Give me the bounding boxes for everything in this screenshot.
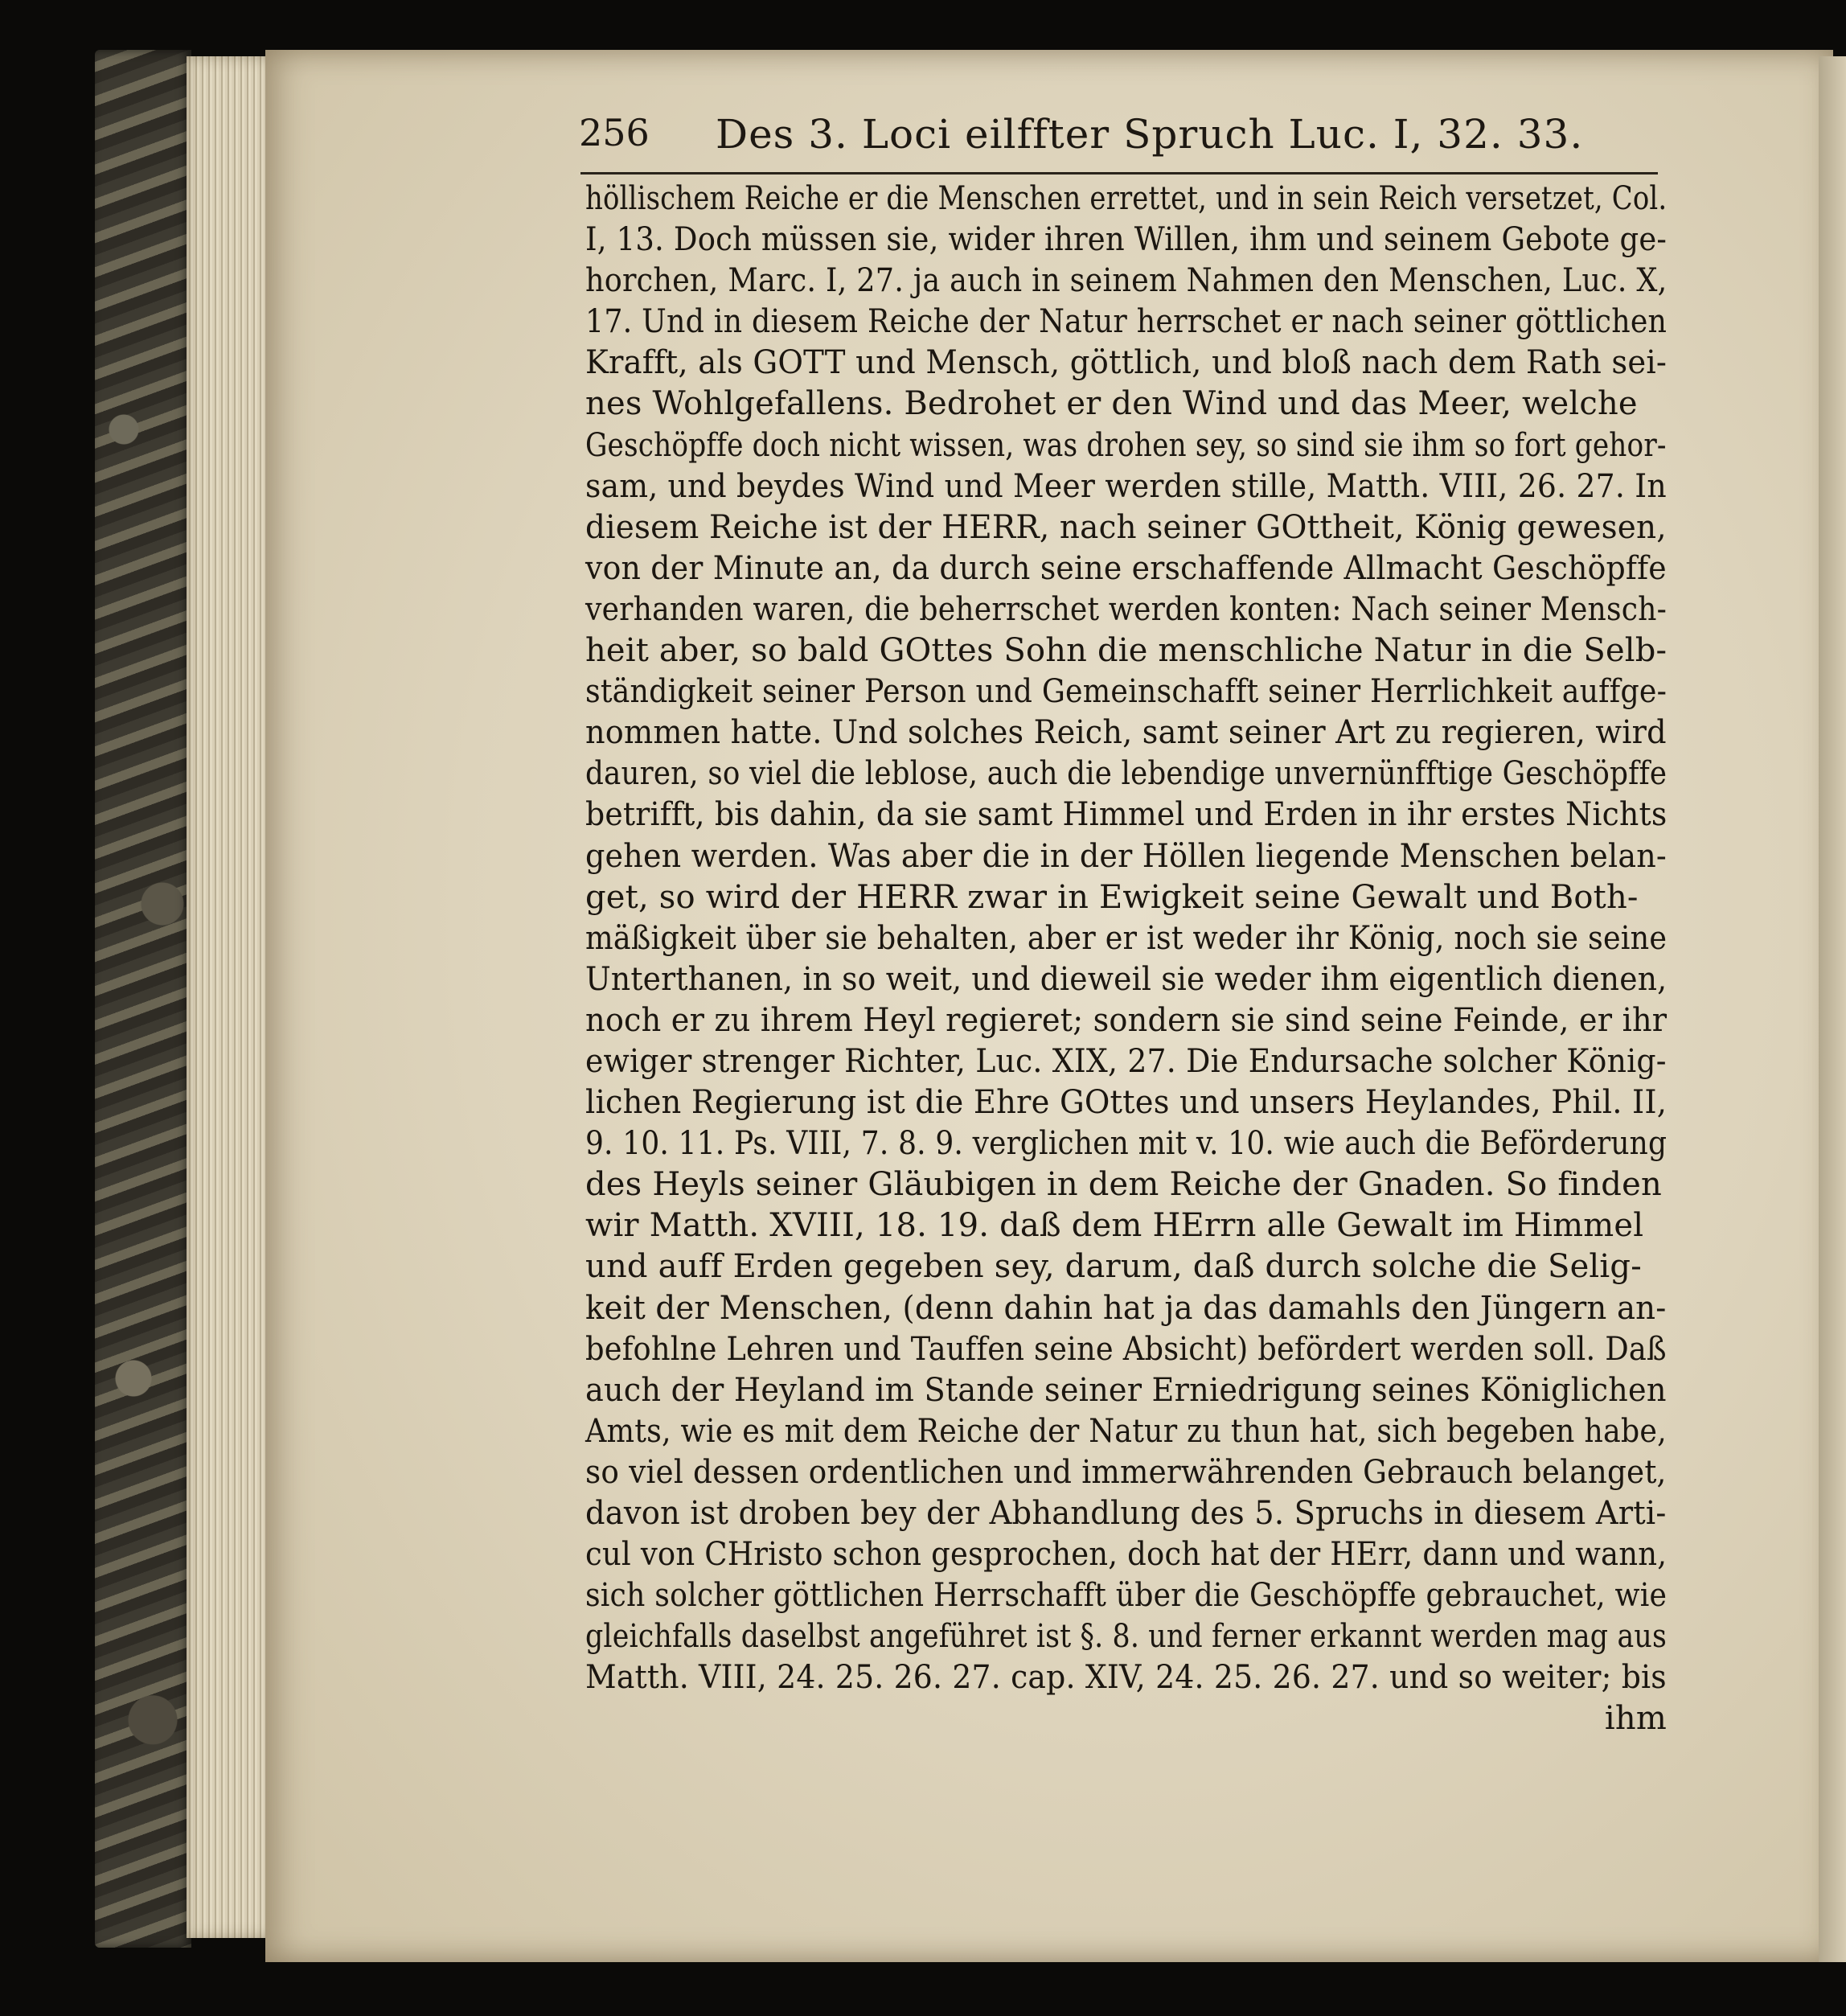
next-page-edge [1819, 56, 1846, 1962]
text-line: auch der Heyland im Stande seiner Erniedrigung seines Königlichen [585, 1371, 1667, 1409]
text-line: nommen hatte. Und solches Reich, samt seiner Art zu regieren, wird [585, 714, 1667, 752]
text-line: befohlne Lehren und Tauffen seine Absicht) befördert werden soll. Daß [585, 1330, 1667, 1368]
text-line: mäßigkeit über sie behalten, aber er ist weder ihr König, noch sie seine [585, 919, 1668, 957]
text-line: nes Wohlgefallens. Bedrohet er den Wind und das Meer, welche [585, 385, 1638, 423]
text-line: get, so wird der HERR zwar in Ewigkeit seine Gewalt und Both- [585, 878, 1639, 916]
page-number: 256 [579, 111, 650, 154]
page-header [579, 111, 1656, 159]
text-line: höllischem Reiche er die Menschen errettet, und in sein Reich versetzet, Col. [585, 180, 1668, 217]
body-text [585, 179, 1667, 1740]
text-line: heit aber, so bald GOttes Sohn die menschliche Natur in die Selb- [585, 632, 1668, 670]
catchword: ihm [1604, 1700, 1667, 1738]
text-line: so viel dessen ordentlichen und immerwährenden Gebrauch belanget, [585, 1453, 1667, 1491]
running-head: Des 3. Loci eilffter Spruch Luc. I, 32. 33. [716, 111, 1584, 158]
text-line: keit der Menschen, (denn dahin hat ja das damahls den Jüngern an- [585, 1289, 1667, 1327]
text-line: ständigkeit seiner Person und Gemeinschafft seiner Herrlichkeit auffge- [585, 673, 1668, 711]
text-line: I, 13. Doch müssen sie, wider ihren Willen, ihm und seinem Gebote ge- [585, 221, 1668, 259]
marbled-cover [95, 50, 191, 1948]
text-line: diesem Reiche ist der HERR, nach seiner GOttheit, König gewesen, [585, 508, 1667, 546]
text-line: sam, und beydes Wind und Meer werden stille, Matth. VIII, 26. 27. In [585, 467, 1667, 505]
text-line: Matth. VIII, 24. 25. 26. 27. cap. XIV, 24. 25. 26. 27. und so weiter; bis [585, 1659, 1667, 1697]
text-line: 9. 10. 11. Ps. VIII, 7. 8. 9. verglichen mit v. 10. wie auch die Beförderung [585, 1125, 1668, 1163]
text-line: gehen werden. Was aber die in der Höllen liegende Menschen belan- [585, 837, 1667, 875]
text-line: und auff Erden gegeben sey, darum, daß durch solche die Selig- [585, 1248, 1642, 1286]
text-line: dauren, so viel die leblose, auch die lebendige unvernünfftige Geschöpffe [585, 755, 1668, 793]
text-line: noch er zu ihrem Heyl regieret; sondern sie sind seine Feinde, er ihr [585, 1001, 1668, 1039]
text-line: cul von CHristo schon gesprochen, doch hat der HErr, dann und wann, [585, 1536, 1668, 1574]
text-line: Amts, wie es mit dem Reiche der Natur zu thun hat, sich begeben habe, [585, 1412, 1667, 1450]
text-line: ewiger strenger Richter, Luc. XIX, 27. Die Endursache solcher König- [585, 1042, 1667, 1080]
text-line: wir Matth. XVIII, 18. 19. daß dem HErrn alle Gewalt im Himmel [585, 1207, 1644, 1245]
text-line: 17. Und in diesem Reiche der Natur herrschet er nach seiner göttlichen [585, 303, 1668, 341]
text-line: sich solcher göttlichen Herrschafft über die Geschöpffe gebrauchet, wie [585, 1577, 1668, 1615]
text-line: lichen Regierung ist die Ehre GOttes und unsers Heylandes, Phil. II, [585, 1084, 1668, 1122]
text-line: Krafft, als GOTT und Mensch, göttlich, und bloß nach dem Rath sei- [585, 344, 1668, 382]
header-rule [580, 172, 1658, 175]
page-edges [187, 56, 275, 1938]
text-line: Unterthanen, in so weit, und dieweil sie weder ihm eigentlich dienen, [585, 960, 1668, 998]
text-line: gleichfalls daselbst angeführet ist §. 8. und ferner erkannt werden mag aus [585, 1618, 1667, 1656]
text-line: Geschöpffe doch nicht wissen, was drohen sey, so sind sie ihm so fort gehor- [585, 426, 1667, 464]
text-line: horchen, Marc. I, 27. ja auch in seinem Nahmen den Menschen, Luc. X, [585, 262, 1668, 300]
text-line: verhanden waren, die beherrschet werden konten: Nach seiner Mensch- [585, 590, 1668, 628]
text-line: von der Minute an, da durch seine erschaffende Allmacht Geschöpffe [585, 549, 1667, 587]
text-line: davon ist droben bey der Abhandlung des 5. Spruchs in diesem Arti- [585, 1495, 1667, 1532]
text-line: des Heyls seiner Gläubigen in dem Reiche der Gnaden. So finden [585, 1166, 1662, 1204]
text-line: betrifft, bis dahin, da sie samt Himmel und Erden in ihr erstes Nichts [585, 796, 1668, 834]
